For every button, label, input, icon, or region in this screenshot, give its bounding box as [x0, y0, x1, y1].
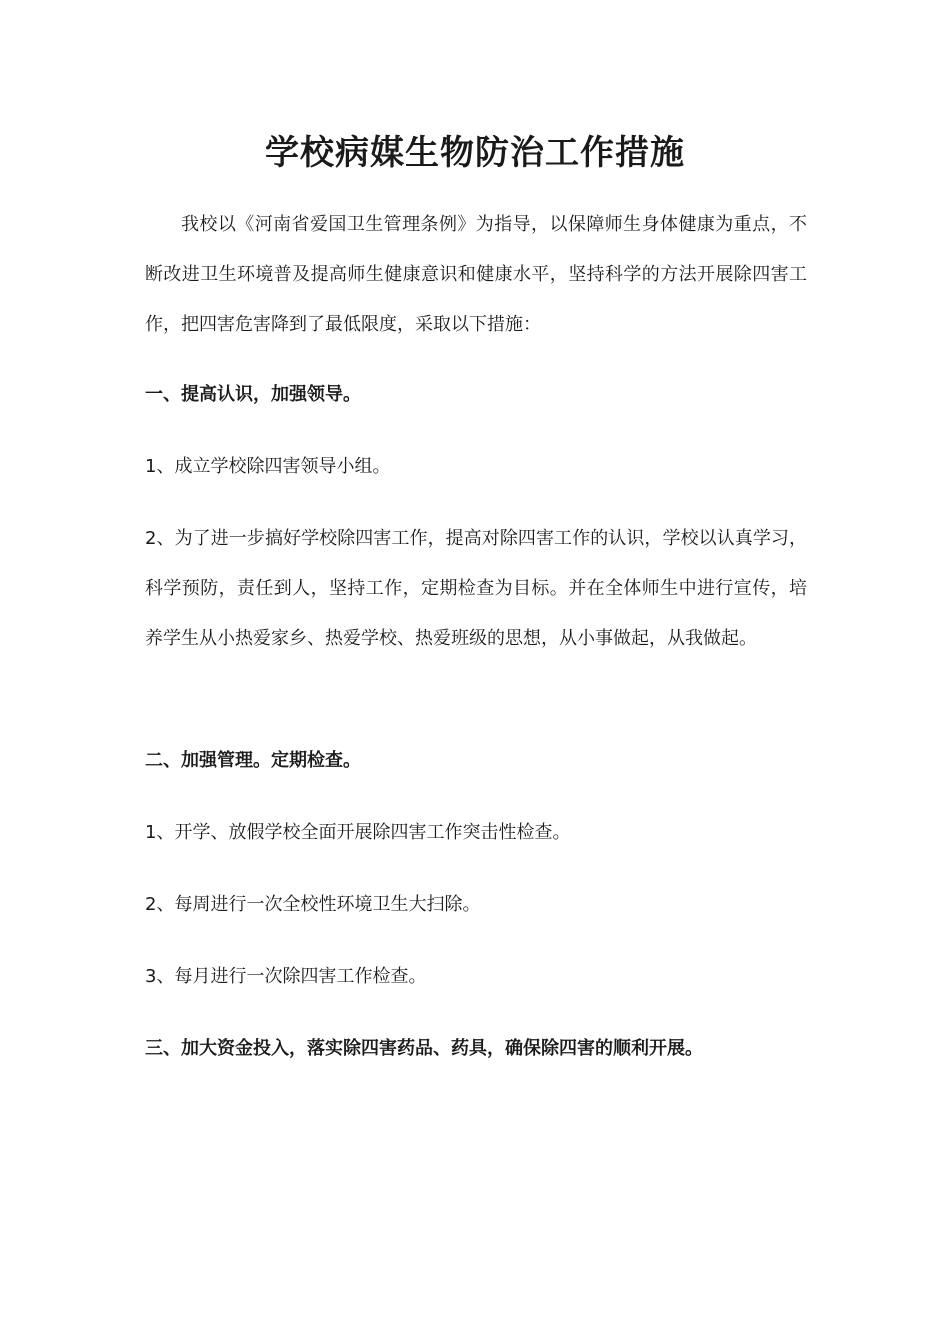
section-3-heading: 三、加大资金投入，落实除四害药品、药具，确保除四害的顺利开展。 — [145, 1038, 703, 1059]
section-2-item-3: 3、每月进行一次除四害工作检查。 — [145, 966, 427, 987]
section-1-item-2: 2、为了进一步搞好学校除四害工作，提高对除四害工作的认识，学校以认真学习，科学预防，责任到人，坚持工作，定期检查为目标。并在全体师生中进行宣传，培养学生从小热爱家乡、热爱学校、热爱班级的思想，从小事做起，从我做起。 — [145, 528, 807, 649]
intro-paragraph: 我校以《河南省爱国卫生管理条例》为指导，以保障师生身体健康为重点，不断改进卫生环境普及提高师生健康意识和健康水平，坚持科学的方法开展除四害工作，把四害危害降到了最低限度，采取以下措施： — [145, 214, 807, 335]
section-1-heading: 一、提高认识，加强领导。 — [145, 384, 361, 405]
section-2-item-1: 1、开学、放假学校全面开展除四害工作突击性检查。 — [145, 822, 571, 843]
section-2-heading: 二、加强管理。定期检查。 — [145, 750, 361, 771]
document-title: 学校病媒生物防治工作措施 — [265, 133, 685, 173]
section-1-item-1: 1、成立学校除四害领导小组。 — [145, 456, 391, 477]
section-2-item-2: 2、每周进行一次全校性环境卫生大扫除。 — [145, 894, 481, 915]
